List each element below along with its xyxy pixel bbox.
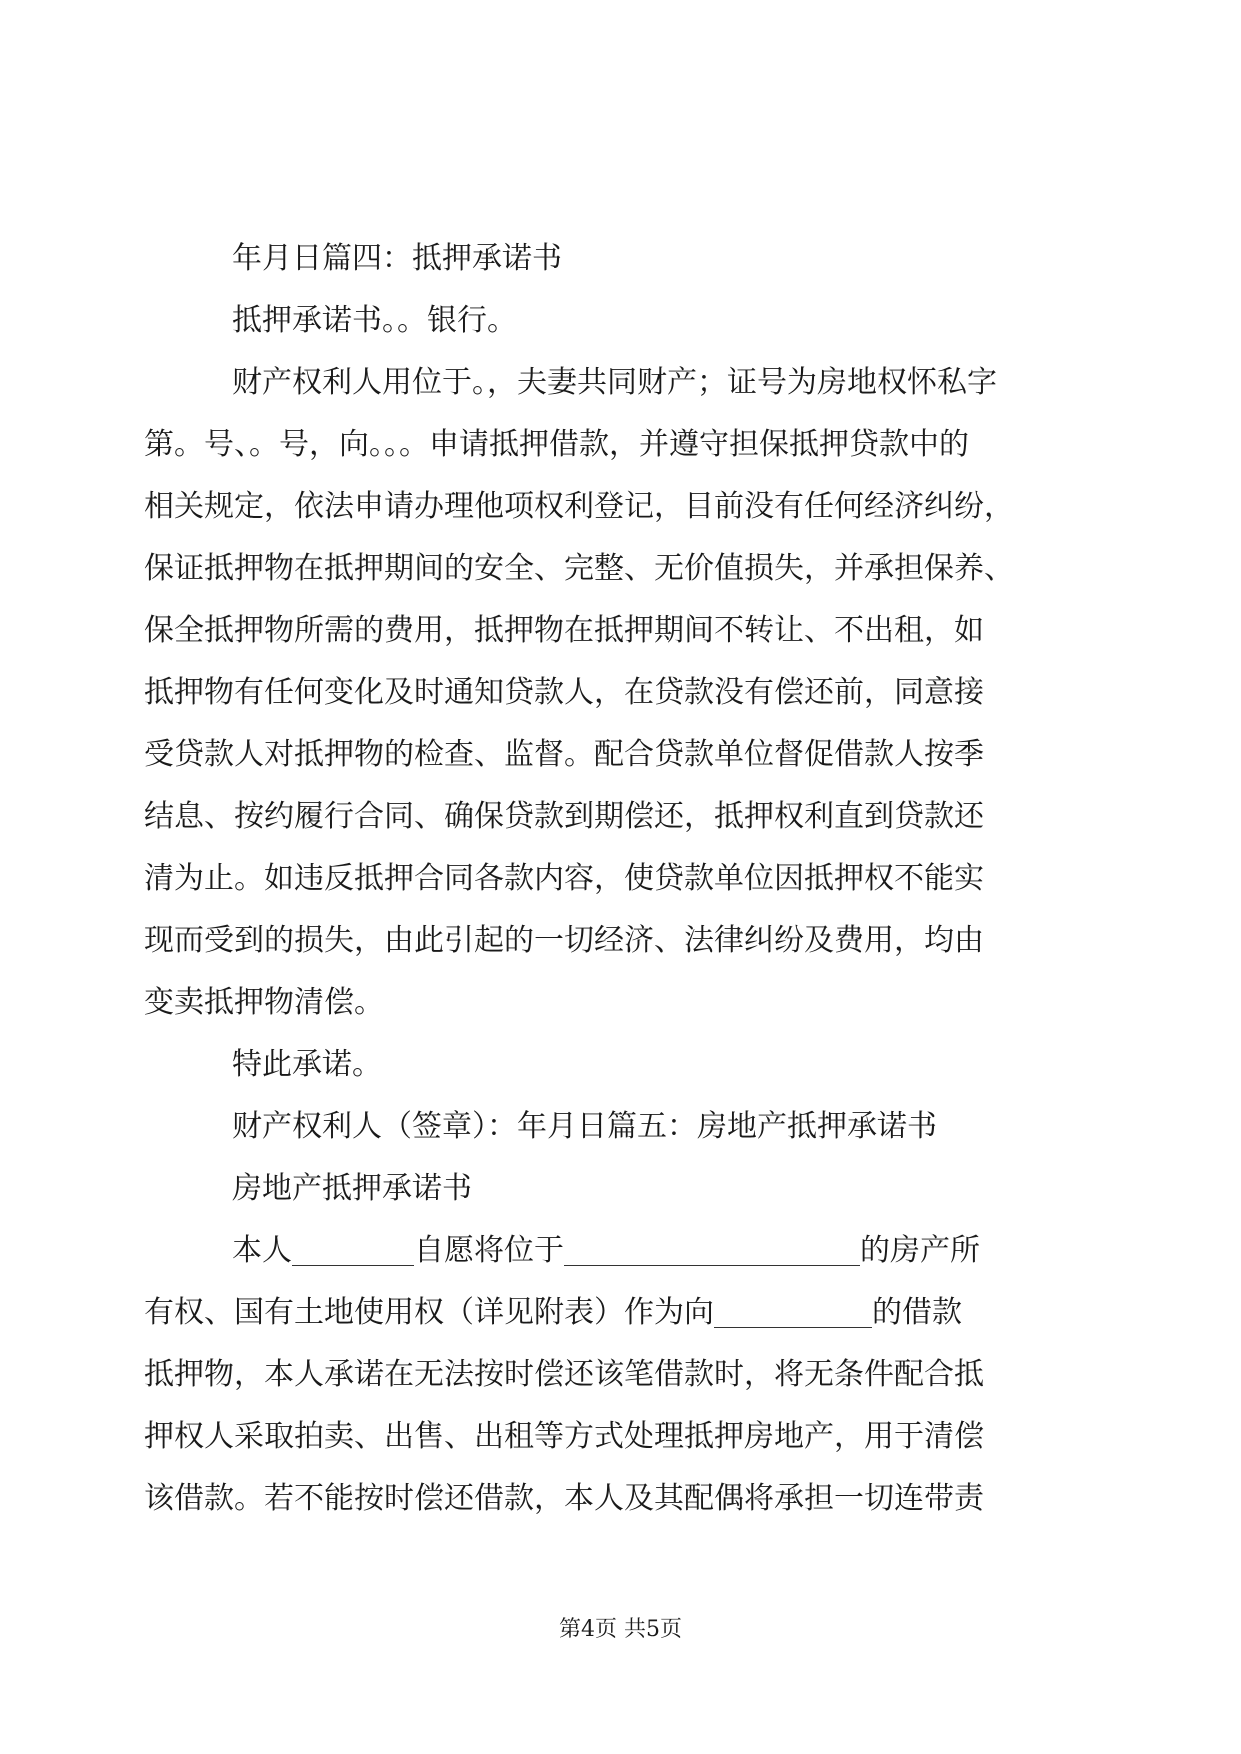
paragraph-line: 抵押物有任何变化及时通知贷款人，在贷款没有偿还前，同意接	[144, 675, 984, 710]
text-segment: 的借款	[872, 1295, 962, 1330]
closing-line: 特此承诺。	[232, 1047, 382, 1082]
paragraph-line: 第。号、。号，向。。。申请抵押借款，并遵守担保抵押贷款中的	[144, 427, 969, 462]
paragraph-line: 保证抵押物在抵押期间的安全、完整、无价值损失，并承担保养、	[144, 551, 1014, 586]
document-body	[144, 228, 1080, 1530]
text-segment: 自愿将位于	[414, 1233, 564, 1268]
paragraph-line: 保全抵押物所需的费用，抵押物在抵押期间不转让、不出租，如	[144, 613, 984, 648]
paragraph-line: 结息、按约履行合同、确保贷款到期偿还，抵押权利直到贷款还	[144, 799, 984, 834]
paragraph-line: 押权人采取拍卖、出售、出租等方式处理抵押房地产，用于清偿	[144, 1419, 984, 1454]
paragraph-1-line-1: 财产权利人用位于。，夫妻共同财产；证号为房地权怀私字	[232, 365, 997, 400]
paragraph-2	[144, 1282, 1080, 1530]
heading-line-2: 抵押承诺书。。银行。	[232, 303, 517, 338]
blank-name	[292, 1235, 414, 1266]
signature-line: 财产权利人（签章）：年月日篇五：房地产抵押承诺书	[232, 1109, 937, 1144]
text-segment: 本人	[232, 1233, 292, 1268]
paragraph-2-line-1	[232, 1220, 1080, 1282]
paragraph-line: 抵押物，本人承诺在无法按时偿还该笔借款时，将无条件配合抵	[144, 1357, 984, 1392]
paragraph-1	[144, 414, 1080, 1034]
section-title: 房地产抵押承诺书	[232, 1171, 472, 1206]
paragraph-line	[144, 1282, 1080, 1344]
paragraph-line: 受贷款人对抵押物的检查、监督。配合贷款单位督促借款人按季	[144, 737, 984, 772]
heading-line-1: 年月日篇四：抵押承诺书	[232, 241, 562, 276]
blank-address	[564, 1235, 860, 1266]
paragraph-line: 现而受到的损失，由此引起的一切经济、法律纠纷及费用，均由	[144, 923, 984, 958]
paragraph-line: 该借款。若不能按时偿还借款，本人及其配偶将承担一切连带责	[144, 1481, 984, 1516]
paragraph-line: 清为止。如违反抵押合同各款内容，使贷款单位因抵押权不能实	[144, 861, 984, 896]
paragraph-line: 变卖抵押物清偿。	[144, 985, 384, 1020]
page-number: 第4页 共5页	[559, 1617, 682, 1642]
text-segment: 的房产所	[860, 1233, 980, 1268]
blank-lender	[714, 1297, 872, 1328]
text-segment: 有权、国有土地使用权（详见附表）作为向	[144, 1295, 714, 1330]
paragraph-line: 相关规定，依法申请办理他项权利登记，目前没有任何经济纠纷，	[144, 489, 1014, 524]
